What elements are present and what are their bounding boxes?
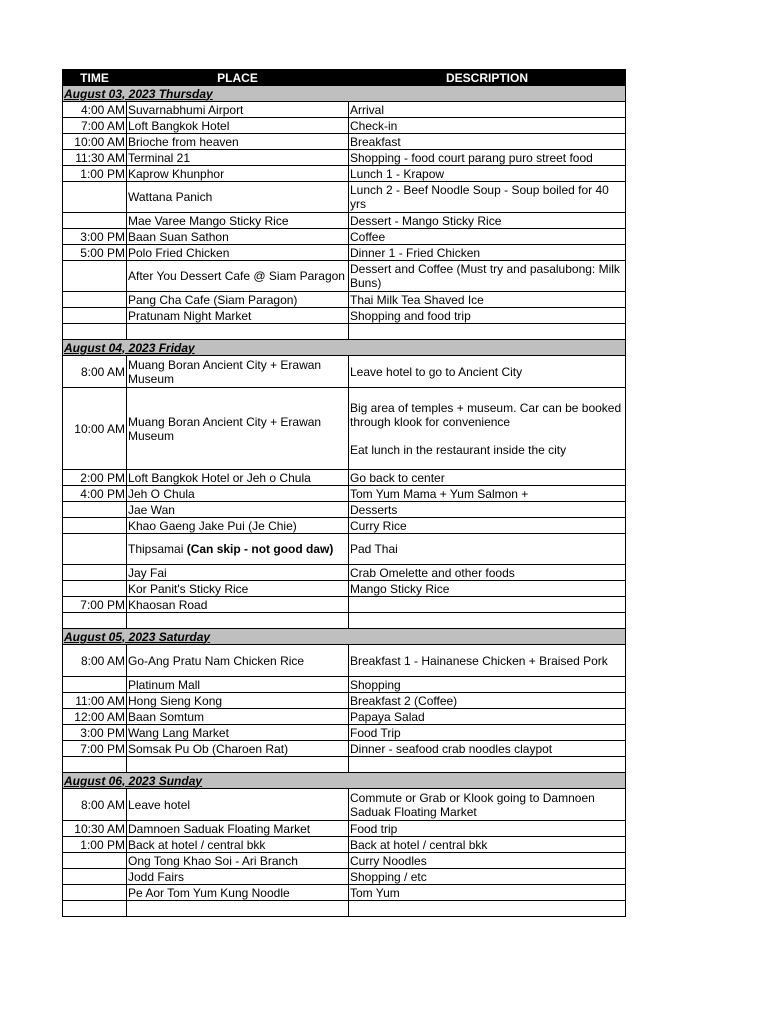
time-cell: 12:00 AM	[63, 709, 127, 725]
place-cell: Pratunam Night Market	[127, 308, 349, 324]
table-row	[63, 597, 626, 613]
place-cell: Muang Boran Ancient City + Erawan Museum	[127, 356, 349, 388]
time-cell	[63, 518, 127, 534]
time-cell	[63, 885, 127, 901]
place-cell: Baan Somtum	[127, 709, 349, 725]
date-label: August 03, 2023 Thursday	[63, 86, 626, 102]
table-row	[63, 789, 626, 821]
empty-cell	[63, 613, 127, 629]
description-cell: Desserts	[349, 502, 626, 518]
table-row	[63, 645, 626, 677]
table-row	[63, 486, 626, 502]
description-cell: Dinner 1 - Fried Chicken	[349, 245, 626, 261]
description-cell: Go back to center	[349, 470, 626, 486]
place-cell: Polo Fried Chicken	[127, 245, 349, 261]
table-row	[63, 102, 626, 118]
empty-cell	[349, 613, 626, 629]
time-cell: 7:00 PM	[63, 597, 127, 613]
empty-cell	[127, 901, 349, 917]
time-cell	[63, 869, 127, 885]
description-cell: Breakfast 2 (Coffee)	[349, 693, 626, 709]
description-cell: Breakfast 1 - Hainanese Chicken + Braised Pork	[349, 645, 626, 677]
date-label: August 05, 2023 Saturday	[63, 629, 626, 645]
place-cell: Damnoen Saduak Floating Market	[127, 821, 349, 837]
place-cell: Mae Varee Mango Sticky Rice	[127, 213, 349, 229]
description-cell: Tom Yum	[349, 885, 626, 901]
description-cell: Back at hotel / central bkk	[349, 837, 626, 853]
empty-row	[63, 757, 626, 773]
header-time: TIME	[63, 70, 127, 86]
description-cell: Curry Noodles	[349, 853, 626, 869]
time-cell	[63, 261, 127, 292]
time-cell	[63, 182, 127, 213]
description-cell: Food trip	[349, 821, 626, 837]
time-cell: 10:30 AM	[63, 821, 127, 837]
table-row	[63, 677, 626, 693]
place-cell: Platinum Mall	[127, 677, 349, 693]
empty-cell	[127, 613, 349, 629]
description-text: Big area of temples + museum. Car can be booked through klook for convenience	[350, 400, 622, 429]
description-cell: Shopping	[349, 677, 626, 693]
place-cell: Khaosan Road	[127, 597, 349, 613]
place-cell: Loft Bangkok Hotel or Jeh o Chula	[127, 470, 349, 486]
table-row	[63, 837, 626, 853]
place-cell: Brioche from heaven	[127, 134, 349, 150]
header-description: DESCRIPTION	[349, 70, 626, 86]
time-cell	[63, 213, 127, 229]
table-row	[63, 182, 626, 213]
empty-cell	[127, 757, 349, 773]
description-cell: Arrival	[349, 102, 626, 118]
place-cell: Go-Ang Pratu Nam Chicken Rice	[127, 645, 349, 677]
time-cell: 7:00 AM	[63, 118, 127, 134]
place-cell: Wang Lang Market	[127, 725, 349, 741]
description-cell: Food Trip	[349, 725, 626, 741]
description-cell: Dessert and Coffee (Must try and pasalubong: Milk Buns)	[349, 261, 626, 292]
table-row	[63, 725, 626, 741]
table-row	[63, 502, 626, 518]
description-cell: Curry Rice	[349, 518, 626, 534]
table-row	[63, 213, 626, 229]
time-cell: 4:00 AM	[63, 102, 127, 118]
time-cell: 8:00 AM	[63, 789, 127, 821]
empty-cell	[63, 901, 127, 917]
place-note: (Can skip - not good daw)	[186, 542, 334, 556]
table-row	[63, 245, 626, 261]
table-row	[63, 885, 626, 901]
empty-cell	[349, 324, 626, 340]
table-row	[63, 470, 626, 486]
table-row	[63, 308, 626, 324]
table-row	[63, 853, 626, 869]
description-cell: Mango Sticky Rice	[349, 581, 626, 597]
time-cell	[63, 565, 127, 581]
description-cell: Crab Omelette and other foods	[349, 565, 626, 581]
place-cell: Jodd Fairs	[127, 869, 349, 885]
table-row	[63, 581, 626, 597]
time-cell: 1:00 PM	[63, 837, 127, 853]
place-cell: Kor Panit's Sticky Rice	[127, 581, 349, 597]
date-label: August 04, 2023 Friday	[63, 340, 626, 356]
description-cell: Dessert - Mango Sticky Rice	[349, 213, 626, 229]
date-row	[63, 86, 626, 102]
table-row	[63, 261, 626, 292]
time-cell: 5:00 PM	[63, 245, 127, 261]
place-cell: Jae Wan	[127, 502, 349, 518]
empty-cell	[63, 324, 127, 340]
description-cell: Thai Milk Tea Shaved Ice	[349, 292, 626, 308]
time-cell: 10:00 AM	[63, 388, 127, 470]
description-cell: Lunch 2 - Beef Noodle Soup - Soup boiled for 40 yrs	[349, 182, 626, 213]
place-cell: Jeh O Chula	[127, 486, 349, 502]
place-cell: Loft Bangkok Hotel	[127, 118, 349, 134]
place-cell: Pang Cha Cafe (Siam Paragon)	[127, 292, 349, 308]
place-cell: Somsak Pu Ob (Charoen Rat)	[127, 741, 349, 757]
table-row	[63, 292, 626, 308]
place-cell: Suvarnabhumi Airport	[127, 102, 349, 118]
time-cell: 3:00 PM	[63, 725, 127, 741]
time-cell: 11:00 AM	[63, 693, 127, 709]
place-cell: Pe Aor Tom Yum Kung Noodle	[127, 885, 349, 901]
place-cell	[127, 534, 349, 565]
table-row	[63, 134, 626, 150]
time-cell: 2:00 PM	[63, 470, 127, 486]
header-place: PLACE	[127, 70, 349, 86]
place-cell: Kaprow Khunphor	[127, 166, 349, 182]
place-name: Thipsamai	[128, 542, 184, 556]
place-cell: Back at hotel / central bkk	[127, 837, 349, 853]
time-cell	[63, 534, 127, 565]
place-cell: Baan Suan Sathon	[127, 229, 349, 245]
table-row	[63, 741, 626, 757]
place-cell: Wattana Panich	[127, 182, 349, 213]
empty-cell	[349, 901, 626, 917]
description-cell: Check-in	[349, 118, 626, 134]
date-row	[63, 773, 626, 789]
description-cell: Shopping - food court parang puro street food	[349, 150, 626, 166]
empty-cell	[127, 324, 349, 340]
time-cell	[63, 581, 127, 597]
date-row	[63, 340, 626, 356]
time-cell	[63, 502, 127, 518]
description-cell	[349, 597, 626, 613]
date-row	[63, 629, 626, 645]
empty-cell	[63, 757, 127, 773]
table-row	[63, 229, 626, 245]
empty-row	[63, 901, 626, 917]
time-cell: 7:00 PM	[63, 741, 127, 757]
place-cell: Muang Boran Ancient City + Erawan Museum	[127, 388, 349, 470]
empty-cell	[349, 757, 626, 773]
time-cell	[63, 853, 127, 869]
time-cell: 11:30 AM	[63, 150, 127, 166]
table-row	[63, 693, 626, 709]
table-row	[63, 565, 626, 581]
time-cell	[63, 677, 127, 693]
description-cell: Lunch 1 - Krapow	[349, 166, 626, 182]
time-cell: 3:00 PM	[63, 229, 127, 245]
place-cell: After You Dessert Cafe @ Siam Paragon	[127, 261, 349, 292]
empty-row	[63, 324, 626, 340]
description-cell	[349, 388, 626, 470]
time-cell: 8:00 AM	[63, 645, 127, 677]
description-cell: Coffee	[349, 229, 626, 245]
table-row	[63, 869, 626, 885]
description-cell: Tom Yum Mama + Yum Salmon +	[349, 486, 626, 502]
table-row	[63, 709, 626, 725]
table-row	[63, 518, 626, 534]
itinerary-table	[62, 69, 626, 917]
place-cell: Terminal 21	[127, 150, 349, 166]
place-cell: Hong Sieng Kong	[127, 693, 349, 709]
place-cell: Ong Tong Khao Soi - Ari Branch	[127, 853, 349, 869]
table-row	[63, 356, 626, 388]
description-cell: Breakfast	[349, 134, 626, 150]
table-row	[63, 118, 626, 134]
description-cell: Shopping and food trip	[349, 308, 626, 324]
time-cell: 4:00 PM	[63, 486, 127, 502]
time-cell	[63, 308, 127, 324]
table-row	[63, 534, 626, 565]
description-cell: Dinner - seafood crab noodles claypot	[349, 741, 626, 757]
place-cell: Jay Fai	[127, 565, 349, 581]
table-row	[63, 150, 626, 166]
description-cell: Shopping / etc	[349, 869, 626, 885]
place-cell: Khao Gaeng Jake Pui (Je Chie)	[127, 518, 349, 534]
description-cell: Papaya Salad	[349, 709, 626, 725]
time-cell	[63, 292, 127, 308]
table-row	[63, 821, 626, 837]
description-note: Eat lunch in the restaurant inside the city	[350, 442, 567, 457]
time-cell: 1:00 PM	[63, 166, 127, 182]
description-cell: Leave hotel to go to Ancient City	[349, 356, 626, 388]
time-cell: 10:00 AM	[63, 134, 127, 150]
table-row	[63, 166, 626, 182]
description-cell: Pad Thai	[349, 534, 626, 565]
time-cell: 8:00 AM	[63, 356, 127, 388]
description-cell: Commute or Grab or Klook going to Damnoen Saduak Floating Market	[349, 789, 626, 821]
place-cell: Leave hotel	[127, 789, 349, 821]
date-label: August 06, 2023 Sunday	[63, 773, 626, 789]
table-row	[63, 388, 626, 470]
header-row	[63, 70, 626, 86]
empty-row	[63, 613, 626, 629]
